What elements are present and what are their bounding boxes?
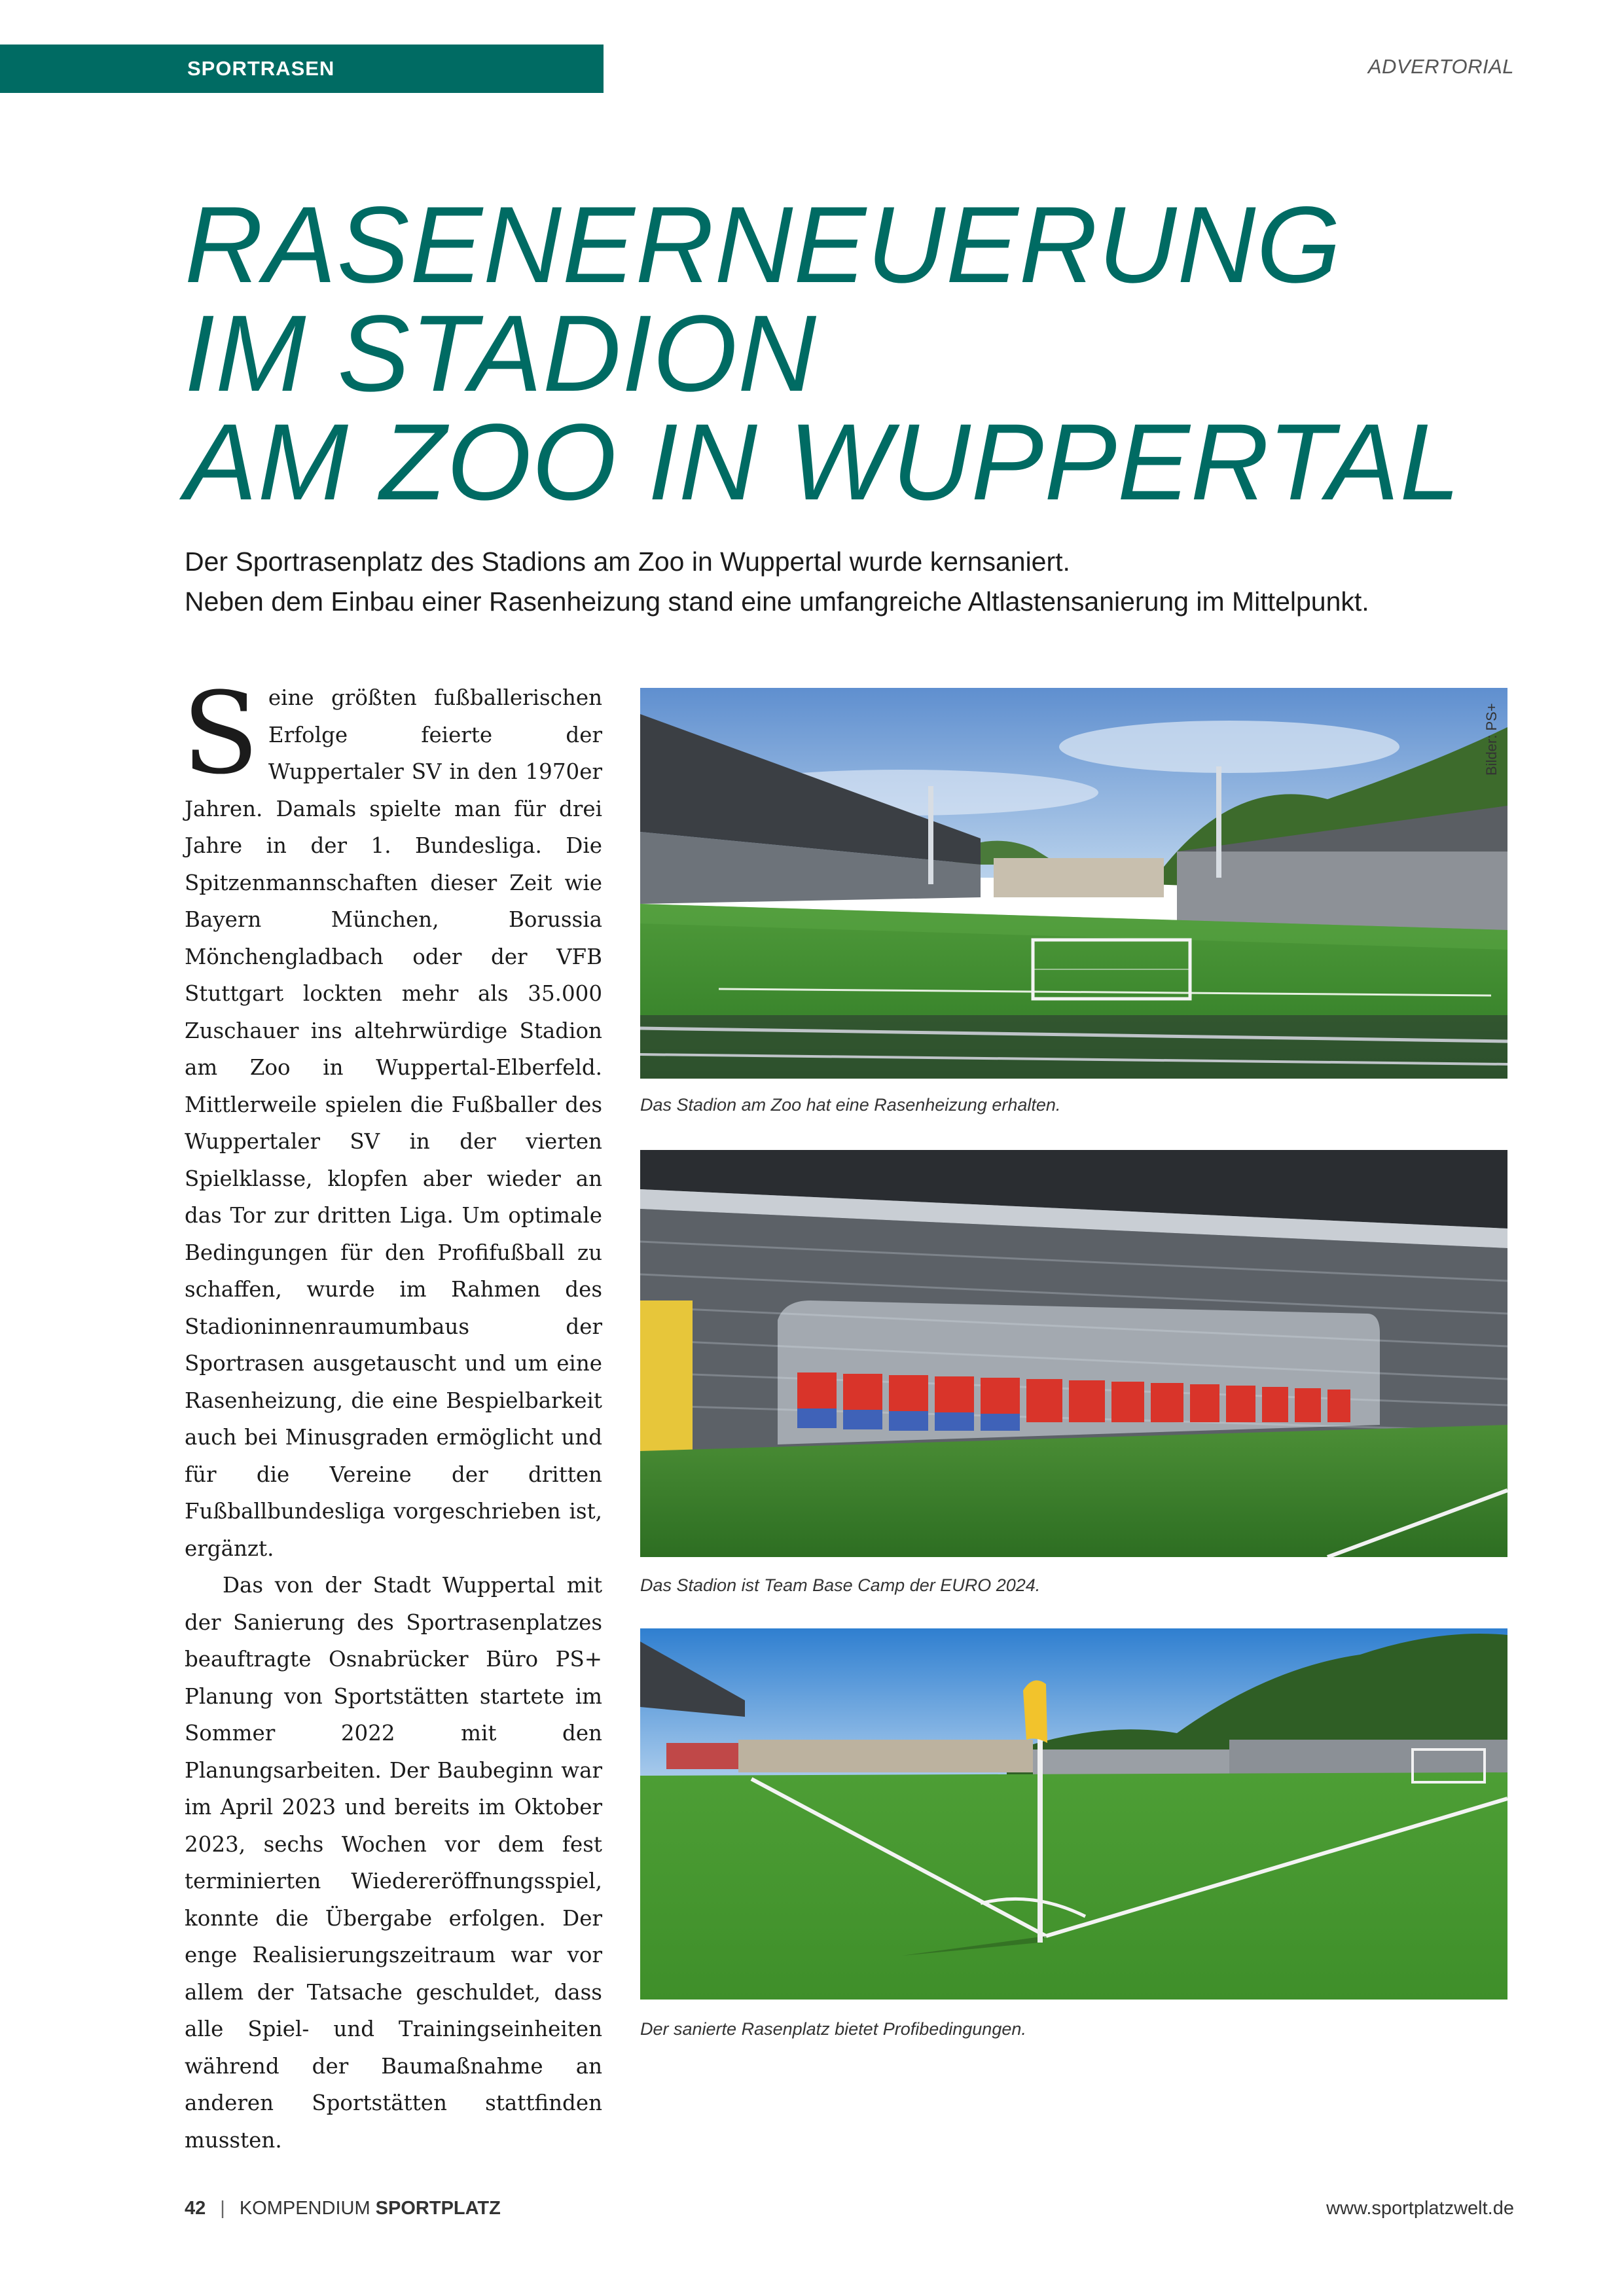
- team-bench-image: [640, 1150, 1507, 1557]
- article-title: [185, 185, 1559, 523]
- section-bar: [0, 45, 604, 93]
- drop-cap: S: [182, 668, 259, 799]
- title-line: IM STADION: [185, 293, 818, 414]
- body-paragraph: [182, 668, 602, 1567]
- publication-name: KOMPENDIUM: [239, 2198, 370, 2219]
- stadium-overview-photo: [640, 688, 1507, 1079]
- corner-flag-photo: [640, 1628, 1507, 2000]
- body-paragraph: Das von der Stadt Wuppertal mit der Sanierung des Sportrasenplatzes beauftragte Osnabrücker Büro PS+ Planung von Sportstätten startete im Sommer 2022 mit den Planungsarbeiten. Der Baubeginn war im April 2023 und bereits im Oktober 2023, sechs Wochen vor dem fest terminierten Wiedereröffnungsspiel, konnte die Übergabe erfolgen. Der enge Realisierungszeitraum war vor allem der Tatsache geschuldet, dass alle Spiel- und Trainingseinheiten während der Baumaßnahme an anderen Sportstätten stattfinden mussten.: [185, 1573, 602, 2153]
- lead-line: Der Sportrasenplatz des Stadions am Zoo in Wuppertal wurde kernsaniert.: [185, 547, 1070, 577]
- lead-line: Neben dem Einbau einer Rasenheizung stand eine umfangreiche Altlastensanierung im Mittelpunkt.: [185, 586, 1369, 617]
- publication-name-bold: SPORTPLATZ: [375, 2198, 501, 2219]
- photo-credit: Bilder: PS+: [1483, 703, 1500, 776]
- paragraph-text: eine größten fußballerischen Erfolge feierte der Wuppertaler SV in den 1970er Jahren. Damals spielte man für drei Jahre in der 1. Bundesliga. Die Spitzenmannschaften dieser Zeit wie Bayern München, Borussia Mönchengladbach oder der VFB Stuttgart lockten mehr als 35.000 Zuschauer ins altehrwürdige Stadion am Zoo in Wuppertal-Elberfeld. Mittlerweile spielen die Fußballer des Wuppertaler SV in der vierten Spielklasse, klopfen aber wieder an das Tor zur dritten Liga. Um optimale Bedingungen für den Profifußball zu schaffen, wurde im Rahmen des Stadioninnenraumumbaus der Sportrasen ausgetauscht und um eine Rasenheizung, die eine Bespielbarkeit auch bei Minusgraden ermöglicht und für die Vereine der dritten Fußballbundesliga vorgeschrieben ist, ergänzt.: [185, 685, 602, 1561]
- article-body: [182, 668, 602, 2159]
- footer-publication: [185, 2198, 501, 2219]
- photo-caption: Das Stadion am Zoo hat eine Rasenheizung erhalten.: [640, 1095, 1061, 1115]
- page-number: 42: [185, 2198, 206, 2219]
- photo-caption: Der sanierte Rasenplatz bietet Profibedingungen.: [640, 2019, 1026, 2039]
- title-line: AM ZOO IN WUPPERTAL: [185, 402, 1461, 523]
- article-lead: [185, 542, 1526, 622]
- footer-website: www.sportplatzwelt.de: [1326, 2198, 1514, 2219]
- title-line: RASENERNEUERUNG: [185, 185, 1342, 306]
- stadium-overview-image: [640, 688, 1507, 1079]
- team-bench-photo: [640, 1150, 1507, 1557]
- footer-separator: |: [220, 2198, 225, 2219]
- advertorial-label: ADVERTORIAL: [1367, 55, 1514, 78]
- corner-flag-image: [640, 1628, 1507, 2000]
- photo-caption: Das Stadion ist Team Base Camp der EURO 2024.: [640, 1575, 1041, 1595]
- section-label: SPORTRASEN: [187, 57, 335, 80]
